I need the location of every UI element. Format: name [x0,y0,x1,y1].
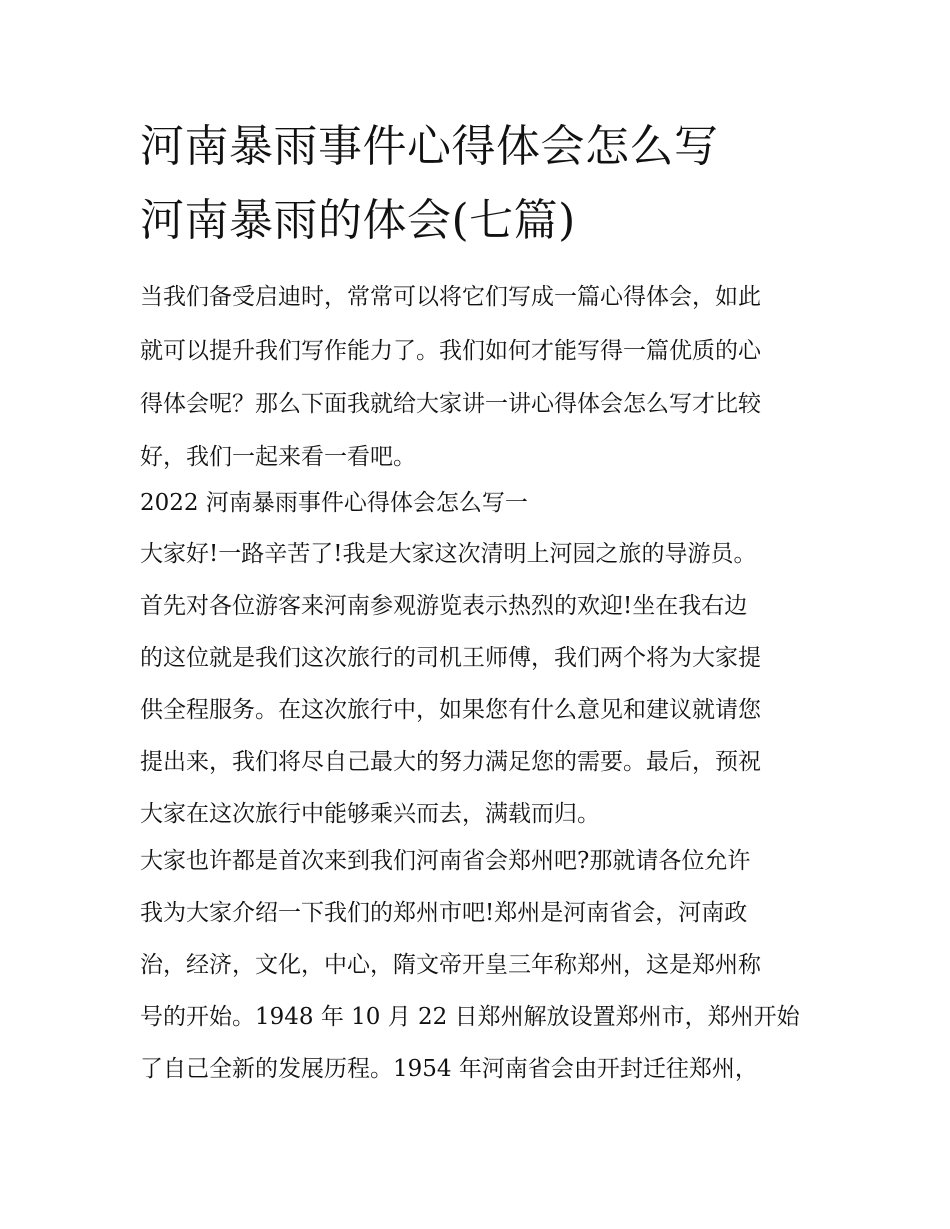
text-line: 了自己全新的发展历程。1954 年河南省会由开封迁往郑州， [140,1056,758,1082]
text-line: 得体会呢？那么下面我就给大家讲一讲心得体会怎么写才比较 [140,391,761,417]
text-line: 好，我们一起来看一看吧。 [140,444,416,470]
text-line: 大家好!一路辛苦了!我是大家这次清明上河园之旅的导游员。 [140,541,757,567]
document-title-line-2: 河南暴雨的体会(七篇) [140,195,576,246]
text-line: 我为大家介绍一下我们的郑州市吧!郑州是河南省会，河南政 [140,900,748,926]
text-line: 号的开始。1948 年 10 月 22 日郑州解放设置郑州市，郑州开始 [140,1004,800,1030]
text-line: 治，经济，文化，中心，隋文帝开皇三年称郑州，这是郑州称 [140,952,761,978]
text-line: 当我们备受启迪时，常常可以将它们写成一篇心得体会，如此 [140,284,761,310]
text-line: 的这位就是我们这次旅行的司机王师傅，我们两个将为大家提 [140,645,761,671]
text-line: 就可以提升我们写作能力了。我们如何才能写得一篇优质的心 [140,338,761,364]
section-heading: 2022 河南暴雨事件心得体会怎么写一 [140,490,528,516]
text-line: 提出来，我们将尽自己最大的努力满足您的需要。最后，预祝 [140,749,761,775]
text-line: 大家也许都是首次来到我们河南省会郑州吧?那就请各位允许 [140,848,751,874]
text-line: 首先对各位游客来河南参观游览表示热烈的欢迎!坐在我右边 [140,593,748,619]
text-line: 供全程服务。在这次旅行中，如果您有什么意见和建议就请您 [140,697,761,723]
document-title-line-1: 河南暴雨事件心得体会怎么写 [140,121,719,172]
text-line: 大家在这次旅行中能够乘兴而去，满载而归。 [140,801,600,827]
